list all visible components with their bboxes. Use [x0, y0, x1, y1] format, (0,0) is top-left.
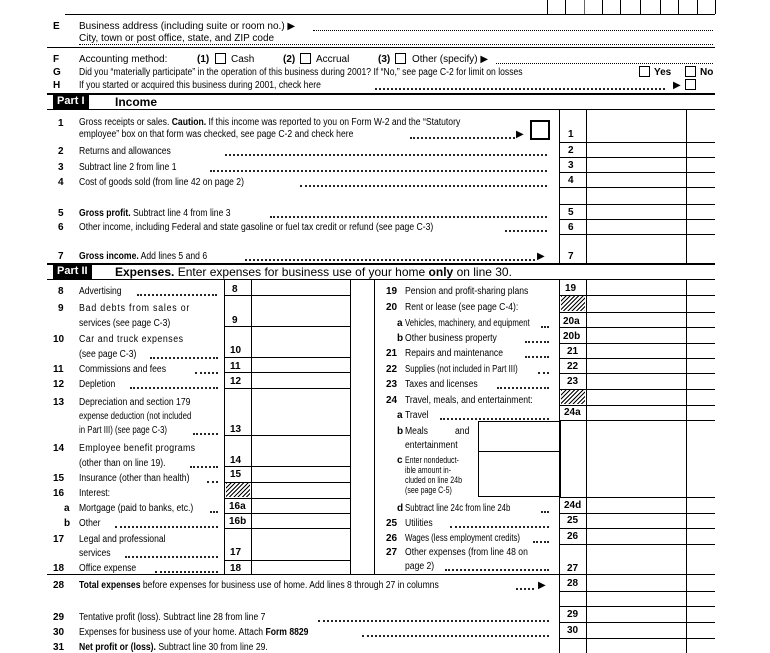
line-7-number: 7 — [58, 251, 64, 262]
option-3-number: (3) — [378, 54, 391, 65]
line-31-label — [79, 642, 268, 653]
line-12-box-number: 12 — [230, 376, 242, 387]
line-4-amount[interactable] — [587, 173, 686, 187]
line-5-number: 5 — [58, 208, 64, 219]
line-28-number: 28 — [53, 580, 65, 591]
part-2-title-bold: Expenses. — [115, 265, 175, 279]
line-23-box-number: 23 — [567, 376, 579, 387]
line-27-label-b: page 2) — [405, 561, 435, 572]
line-9-box-number: 9 — [232, 315, 238, 326]
line-27-amount[interactable] — [587, 545, 686, 574]
line-17-label-b: services — [79, 548, 111, 559]
yes-checkbox[interactable] — [639, 66, 650, 77]
line-20a-letter: a — [397, 318, 403, 329]
line-30-amount[interactable] — [587, 623, 686, 638]
line-24b-label-a: Meals — [405, 426, 428, 437]
line-11-number: 11 — [53, 364, 64, 375]
line-2-label: Returns and allowances — [79, 146, 171, 157]
line-18-amount[interactable] — [252, 561, 350, 574]
line-24a-label: Travel — [405, 410, 429, 421]
line-22-amount[interactable] — [587, 359, 686, 373]
line-24b-letter: b — [397, 426, 404, 437]
line-20b-amount[interactable] — [587, 328, 686, 343]
line-7-bold: Gross income. — [79, 251, 139, 262]
line-17-amount[interactable] — [252, 529, 350, 560]
line-5-box-number: 5 — [568, 207, 574, 218]
line-4-label: Cost of goods sold (from line 42 on page 2) — [79, 177, 244, 188]
part-2-only: only — [428, 265, 454, 279]
line-31-number: 31 — [53, 642, 65, 653]
line-20b-letter: b — [397, 333, 404, 344]
line-1-label-b: employee” box on that form was checked, see page C-2 and check here — [79, 129, 354, 140]
line-30-label — [79, 627, 308, 639]
part-1-label: Part I — [53, 94, 89, 109]
line-10-amount[interactable] — [252, 327, 350, 357]
arrow-icon: ▶ — [516, 129, 524, 140]
line-29-label: Tentative profit (loss). Subtract line 28 from line 7 — [79, 612, 266, 623]
line-13-box-number: 13 — [230, 424, 242, 435]
line-14-box-number: 14 — [230, 455, 242, 466]
line-24d-letter: d — [397, 503, 404, 514]
line-21-amount[interactable] — [587, 344, 686, 358]
line-24d-label: Subtract line 24c from line 24b — [405, 503, 511, 514]
line-29-amount[interactable] — [587, 607, 686, 622]
line-27-number: 27 — [386, 547, 398, 558]
line-9-amount[interactable] — [252, 296, 350, 326]
line-3-label: Subtract line 2 from line 1 — [79, 162, 177, 173]
part-2-title — [115, 265, 512, 279]
line-11-amount[interactable] — [252, 358, 350, 372]
line-19-amount[interactable] — [587, 280, 686, 295]
line-24d-box-number: 24d — [564, 500, 582, 511]
started-business-label: If you started or acquired this business during 2001, check here — [79, 80, 321, 91]
material-participation-question: Did you “materially participate” in the operation of this business during 2001? If “No,” see page C-2 for limit on losses — [79, 67, 523, 78]
line-26-label: Wages (less employment credits) — [405, 533, 521, 544]
line-22-number: 22 — [386, 364, 398, 375]
line-8-amount[interactable] — [252, 280, 350, 295]
line-5-label — [79, 208, 231, 220]
line-18-box-number: 18 — [230, 563, 242, 574]
business-address-field[interactable] — [313, 30, 713, 31]
line-27-box-number: 27 — [567, 563, 579, 574]
line-1-amount[interactable] — [587, 110, 686, 142]
line-17-box-number: 17 — [230, 547, 242, 558]
line-16a-letter: a — [64, 503, 70, 514]
line-7-text: Add lines 5 and 6 — [140, 251, 208, 262]
line-16-number: 16 — [53, 488, 65, 499]
accrual-label: Accrual — [316, 54, 350, 65]
line-24c-amount[interactable] — [479, 452, 559, 497]
line-13-number: 13 — [53, 397, 65, 408]
arrow-icon: ▶ — [537, 251, 545, 262]
other-method-checkbox[interactable] — [395, 53, 406, 64]
line-24-number: 24 — [386, 395, 398, 406]
line-11-box-number: 11 — [230, 361, 241, 372]
line-19-box-number: 19 — [565, 283, 577, 294]
line-8-label: Advertising — [79, 286, 122, 297]
line-7-amount[interactable] — [587, 235, 686, 264]
line-26-amount[interactable] — [587, 529, 686, 544]
line-31-text: Subtract line 30 from line 29. — [158, 642, 268, 653]
line-29-number: 29 — [53, 612, 65, 623]
line-26-box-number: 26 — [567, 531, 579, 542]
line-24b-and: and — [455, 426, 470, 437]
part-1-title: Income — [115, 95, 158, 109]
line-15-label: Insurance (other than health) — [79, 473, 190, 484]
line-13-label-b: expense deduction (not included — [79, 411, 192, 422]
option-2-number: (2) — [283, 54, 296, 65]
line-22-box-number: 22 — [567, 361, 579, 372]
line-2-number: 2 — [58, 146, 64, 157]
accrual-checkbox[interactable] — [300, 53, 311, 64]
line-16b-box-number: 16b — [229, 516, 247, 527]
line-h-letter: H — [53, 80, 61, 91]
line-6-label: Other income, including Federal and state gasoline or fuel tax credit or refund (see page C-3) — [79, 222, 434, 233]
line-1-box-number: 1 — [568, 129, 574, 140]
line-29-box-number: 29 — [567, 609, 579, 620]
line-2-box-number: 2 — [568, 145, 574, 156]
line-16b-amount[interactable] — [252, 514, 350, 528]
line-24c-label-d: (see page C-5) — [405, 485, 452, 495]
other-specify-label: Other (specify) ▶ — [412, 54, 489, 65]
line-24-label: Travel, meals, and entertainment: — [405, 395, 533, 406]
city-state-zip-field[interactable] — [79, 44, 713, 45]
line-19-label: Pension and profit-sharing plans — [405, 286, 529, 297]
line-20-label: Rent or lease (see page C-4): — [405, 302, 519, 313]
line-25-number: 25 — [386, 518, 398, 529]
line-15-number: 15 — [53, 473, 65, 484]
line-26-number: 26 — [386, 533, 398, 544]
line-11-label: Commissions and fees — [79, 364, 166, 375]
line-5-amount[interactable] — [587, 205, 686, 219]
line-g-letter: G — [53, 67, 61, 78]
line-30-box-number: 30 — [567, 625, 579, 636]
line-16b-letter: b — [64, 518, 71, 529]
line-1-number: 1 — [58, 118, 64, 129]
line-27-label-a: Other expenses (from line 48 on — [405, 547, 528, 558]
line-23-label: Taxes and licenses — [405, 379, 478, 390]
accounting-method-label: Accounting method: — [79, 54, 168, 65]
line-7-box-number: 7 — [568, 251, 574, 262]
line-24a-letter: a — [397, 410, 403, 421]
line-19-number: 19 — [386, 286, 398, 297]
line-28-box-number: 28 — [567, 578, 579, 589]
line-24a-box-number: 24a — [564, 407, 581, 418]
line-4-number: 4 — [58, 177, 64, 188]
line-2-amount[interactable] — [587, 143, 686, 157]
yes-label: Yes — [654, 67, 672, 78]
line-14-amount[interactable] — [252, 436, 350, 466]
line-1-label-a: Gross receipts or sales. Caution. If this income was reported to you on Form W-2 and the “Statutory — [79, 117, 461, 128]
line-6-number: 6 — [58, 222, 64, 233]
line-13-label-a: Depreciation and section 179 — [79, 397, 191, 408]
part-2-title-end: on line 30. — [456, 265, 512, 279]
line-18-label: Office expense — [79, 563, 137, 574]
line-31-bold: Net profit or (loss). — [79, 642, 156, 653]
line-13-label-c: in Part III) (see page C-3) — [79, 425, 168, 436]
line-6-amount[interactable] — [587, 220, 686, 234]
line-8-box-number: 8 — [232, 284, 238, 295]
line-25-amount[interactable] — [587, 514, 686, 528]
part-2-title-text: Enter expenses for business use of your home — [177, 265, 426, 279]
arrow-icon: ▶ — [538, 580, 546, 591]
arrow-icon: ▶ — [673, 80, 681, 91]
line-12-number: 12 — [53, 379, 65, 390]
line-28-amount[interactable] — [587, 575, 686, 591]
line-8-number: 8 — [58, 286, 64, 297]
cash-checkbox[interactable] — [215, 53, 226, 64]
line-5-bold: Gross profit. — [79, 208, 131, 219]
line-24c-label-b: ible amount in- — [405, 465, 452, 475]
no-checkbox[interactable] — [685, 66, 696, 77]
other-specify-field[interactable] — [496, 63, 713, 64]
line-5-text: Subtract line 4 from line 3 — [133, 208, 231, 219]
line-24c-letter: c — [397, 455, 403, 466]
line-25-box-number: 25 — [567, 515, 579, 526]
line-14-number: 14 — [53, 443, 65, 454]
line-23-amount[interactable] — [587, 374, 686, 389]
line-16-label: Interest: — [79, 488, 111, 499]
line-28-label — [79, 580, 439, 592]
started-business-checkbox[interactable] — [685, 79, 696, 90]
line-24c-label-c: cluded on line 24b — [405, 475, 462, 485]
line-18-number: 18 — [53, 563, 65, 574]
line-13-amount[interactable] — [252, 389, 350, 435]
line-3-amount[interactable] — [587, 158, 686, 172]
line-20a-label: Vehicles, machinery, and equipment — [405, 318, 530, 329]
line-23-number: 23 — [386, 379, 398, 390]
line-6-box-number: 6 — [568, 222, 574, 233]
line-21-box-number: 21 — [567, 346, 579, 357]
line-14-label-a: Employee benefit programs — [79, 443, 196, 454]
line-25-label: Utilities — [405, 518, 433, 529]
line-10-box-number: 10 — [230, 345, 242, 356]
line-12-amount[interactable] — [252, 373, 350, 388]
line-10-label-a: Car and truck expenses — [79, 334, 184, 345]
line-14-label-b: (other than on line 19). — [79, 458, 166, 469]
line-9-label-a: Bad debts from sales or — [79, 303, 191, 314]
line-16a-box-number: 16a — [229, 501, 246, 512]
line-22-label: Supplies (not included in Part III) — [405, 364, 518, 375]
line-21-label: Repairs and maintenance — [405, 348, 504, 359]
statutory-employee-checkbox[interactable] — [530, 120, 550, 140]
line-e-letter: E — [53, 21, 60, 32]
line-20a-amount[interactable] — [587, 313, 686, 327]
line-20b-label: Other business property — [405, 333, 497, 344]
line-20b-box-number: 20b — [563, 331, 581, 342]
line-28-text: before expenses for business use of home. Add lines 8 through 27 in columns — [142, 580, 439, 591]
no-label: No — [700, 67, 714, 78]
line-4-box-number: 4 — [568, 175, 574, 186]
line-24b-label-b: entertainment — [405, 440, 458, 451]
line-16a-amount[interactable] — [252, 499, 350, 513]
city-state-zip-label: City, town or post office, state, and ZIP code — [79, 33, 275, 44]
line-20a-box-number: 20a — [563, 316, 580, 327]
option-1-number: (1) — [197, 54, 210, 65]
line-24b-amount[interactable] — [479, 422, 559, 451]
line-16a-label: Mortgage (paid to banks, etc.) — [79, 503, 194, 514]
part-2-label: Part II — [53, 264, 92, 279]
line-16b-label: Other — [79, 518, 101, 529]
line-12-label: Depletion — [79, 379, 116, 390]
line-30-bold: Form 8829 — [265, 627, 309, 638]
line-10-label-b: (see page C-3) — [79, 349, 137, 360]
line-20-number: 20 — [386, 302, 398, 313]
line-15-amount[interactable] — [252, 467, 350, 482]
line-3-number: 3 — [58, 162, 64, 173]
line-7-label — [79, 251, 207, 263]
cash-label: Cash — [231, 54, 255, 65]
business-address-label: Business address (including suite or room no.) ▶ — [79, 21, 296, 32]
line-30-number: 30 — [53, 627, 65, 638]
line-24c-label-a: Enter nondeduct- — [405, 455, 459, 465]
line-3-box-number: 3 — [568, 160, 574, 171]
line-24a-amount[interactable] — [587, 406, 686, 420]
line-17-number: 17 — [53, 534, 65, 545]
line-10-number: 10 — [53, 334, 65, 345]
line-30-text: Expenses for business use of your home. Attach — [79, 627, 264, 638]
line-21-number: 21 — [386, 348, 398, 359]
line-9-label-b: services (see page C-3) — [79, 318, 171, 329]
line-17-label-a: Legal and professional — [79, 534, 166, 545]
line-f-letter: F — [53, 54, 60, 65]
line-9-number: 9 — [58, 303, 64, 314]
line-15-box-number: 15 — [230, 469, 242, 480]
line-24d-amount[interactable] — [587, 498, 686, 513]
line-28-bold: Total expenses — [79, 580, 141, 591]
